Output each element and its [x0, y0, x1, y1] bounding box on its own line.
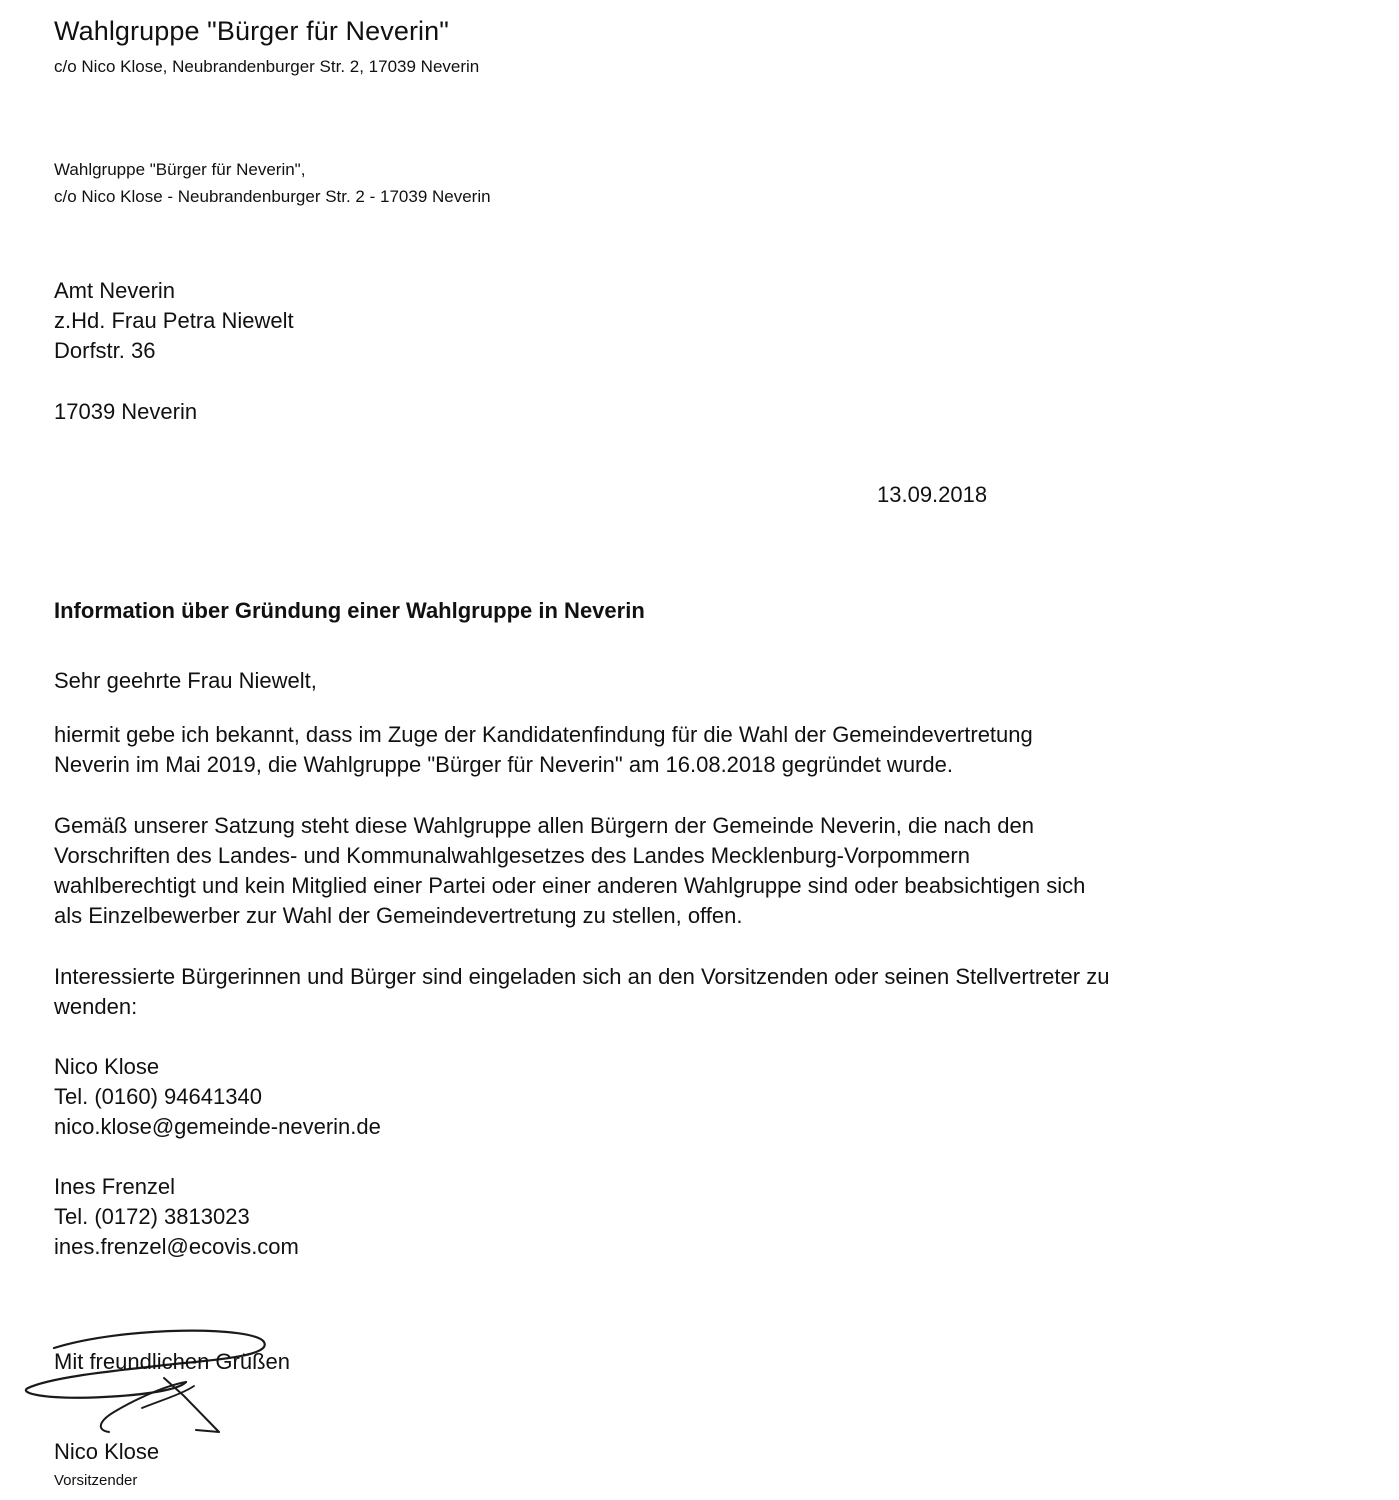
paragraph-3 — [54, 962, 1109, 1022]
paragraph-2-line: wahlberechtigt und kein Mitglied einer Partei oder einer anderen Wahlgruppe sind oder beabsichtigen sich — [54, 873, 1086, 898]
paragraph-2 — [54, 811, 1085, 931]
letterhead-address: c/o Nico Klose, Neubrandenburger Str. 2, 17039 Neverin — [54, 57, 480, 76]
paragraph-1-line: hiermit gebe ich bekannt, dass im Zuge der Kandidatenfindung für die Wahl der Gemeindevertretung — [54, 722, 1033, 747]
signer-name: Nico Klose — [54, 1439, 160, 1464]
sender-line-1: Wahlgruppe "Bürger für Neverin", — [54, 160, 306, 179]
signer-role: Vorsitzender — [54, 1472, 138, 1489]
contact-nico-klose — [54, 1052, 381, 1142]
paragraph-3-line: wenden: — [54, 994, 138, 1019]
contact-name: Ines Frenzel — [54, 1174, 176, 1199]
contact-email[interactable]: ines.frenzel@ecovis.com — [54, 1234, 299, 1259]
closing: Mit freundlichen Grüßen — [54, 1349, 290, 1374]
recipient-org: Amt Neverin — [54, 278, 176, 303]
paragraph-2-line: Gemäß unserer Satzung steht diese Wahlgruppe allen Bürgern der Gemeinde Neverin, die nach den — [54, 813, 1034, 838]
letter-date: 13.09.2018 — [877, 482, 988, 507]
contact-phone: Tel. (0160) 94641340 — [54, 1084, 262, 1109]
handwritten-signature — [14, 1320, 314, 1450]
sender-line-2: c/o Nico Klose - Neubrandenburger Str. 2 - 17039 Neverin — [54, 187, 491, 206]
contact-ines-frenzel — [54, 1172, 299, 1262]
recipient-block — [54, 276, 294, 366]
paragraph-2-line: Vorschriften des Landes- und Kommunalwahlgesetzes des Landes Mecklenburg-Vorpommern — [54, 843, 970, 868]
paragraph-2-line: als Einzelbewerber zur Wahl der Gemeindevertretung zu stellen, offen. — [54, 903, 743, 928]
recipient-attn: z.Hd. Frau Petra Niewelt — [54, 308, 294, 333]
contact-email[interactable]: nico.klose@gemeinde-neverin.de — [54, 1114, 381, 1139]
paragraph-1 — [54, 720, 1033, 780]
contact-name: Nico Klose — [54, 1054, 160, 1079]
recipient-city: 17039 Neverin — [54, 399, 198, 424]
paragraph-3-line: Interessierte Bürgerinnen und Bürger sind eingeladen sich an den Vorsitzenden oder seinen Stellvertreter zu — [54, 964, 1110, 989]
contact-phone: Tel. (0172) 3813023 — [54, 1204, 250, 1229]
paragraph-1-line: Neverin im Mai 2019, die Wahlgruppe "Bürger für Neverin" am 16.08.2018 gegründet wurde. — [54, 752, 953, 777]
letter-subject: Information über Gründung einer Wahlgruppe in Neverin — [54, 598, 645, 623]
letterhead-title: Wahlgruppe "Bürger für Neverin" — [54, 16, 449, 46]
recipient-street: Dorfstr. 36 — [54, 338, 156, 363]
salutation: Sehr geehrte Frau Niewelt, — [54, 668, 317, 693]
